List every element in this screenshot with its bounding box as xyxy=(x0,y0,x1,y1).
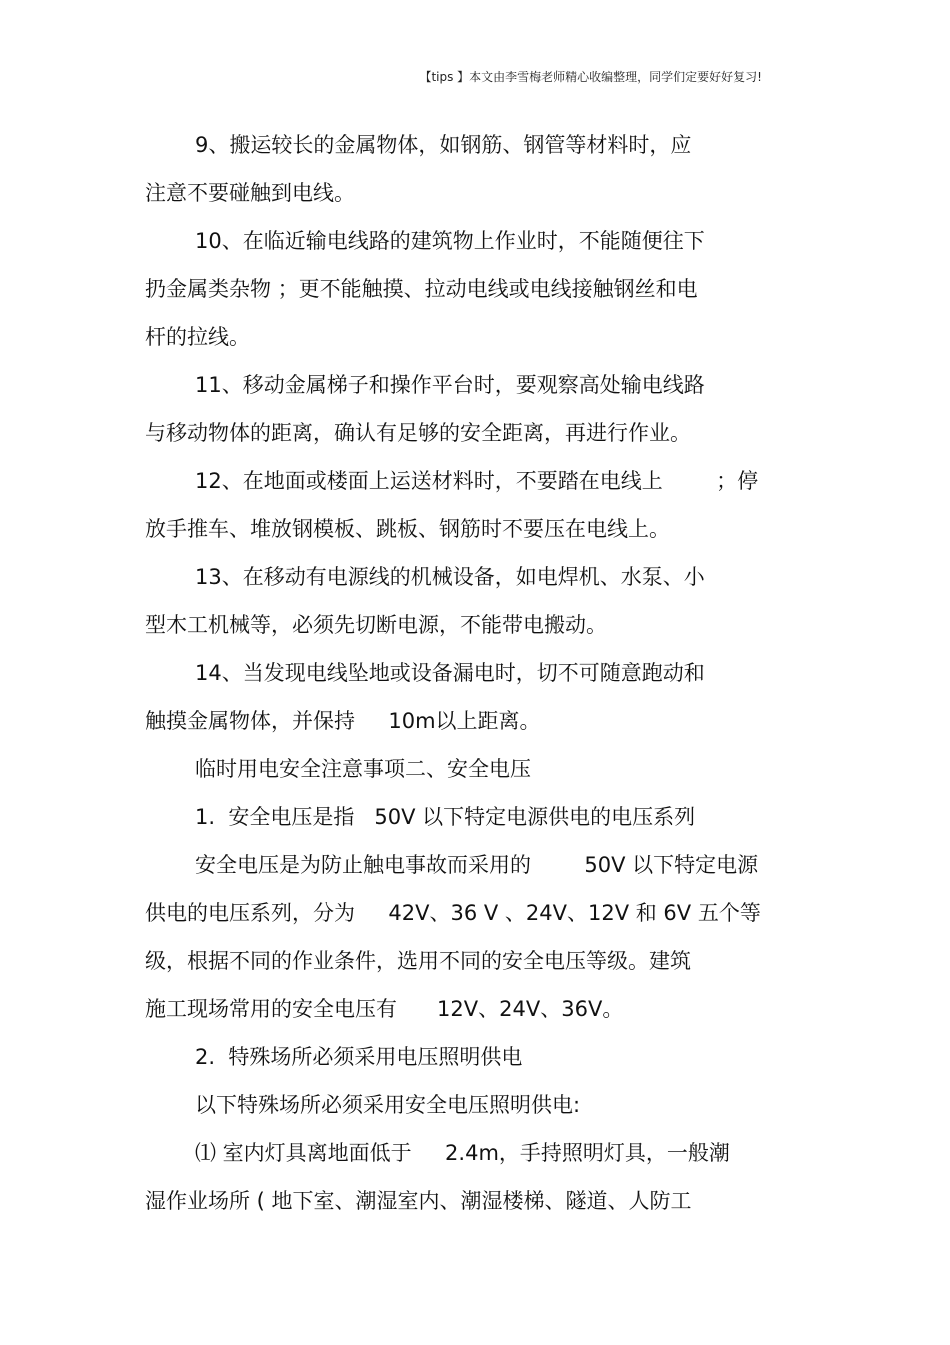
text-line: 安全电压是为防止触电事故而采用的 50V 以下特定电源 xyxy=(195,853,759,877)
text-line: 施工现场常用的安全电压有 12V、24V、36V。 xyxy=(145,997,624,1021)
text-line: 放手推车、堆放钢模板、跳板、钢筋时不要压在电线上。 xyxy=(145,517,670,541)
text-line: 2. 特殊场所必须采用电压照明供电 xyxy=(195,1045,523,1069)
text-line: 以下特殊场所必须采用安全电压照明供电: xyxy=(195,1093,581,1117)
text-line: 与移动物体的距离，确认有足够的安全距离，再进行作业。 xyxy=(145,421,691,445)
text-line: 扔金属类杂物 ；更不能触摸、拉动电线或电线接触钢丝和电 xyxy=(145,277,698,301)
text-line: 12、在地面或楼面上运送材料时，不要踏在电线上 ；停 xyxy=(195,469,759,493)
text-line: 1. 安全电压是指 50V 以下特定电源供电的电压系列 xyxy=(195,805,696,829)
section-heading: 临时用电安全注意事项二、安全电压 xyxy=(195,757,531,781)
tips-header: 【tips 】本文由李雪梅老师精心收编整理，同学们定要好好复习! xyxy=(419,70,762,84)
text-line: 供电的电压系列，分为 42V、36 V 、24V、12V 和 6V 五个等 xyxy=(145,901,761,925)
text-line: 型木工机械等，必须先切断电源，不能带电搬动。 xyxy=(145,613,607,637)
text-line: 触摸金属物体，并保持 10m以上距离。 xyxy=(145,709,541,733)
text-line: ⑴ 室内灯具离地面低于 2.4m，手持照明灯具，一般潮 xyxy=(195,1141,730,1165)
text-line: 注意不要碰触到电线。 xyxy=(145,181,355,205)
text-line: 级，根据不同的作业条件，选用不同的安全电压等级。建筑 xyxy=(145,949,691,973)
text-line: 13、在移动有电源线的机械设备，如电焊机、水泵、小 xyxy=(195,565,705,589)
text-line: 14、当发现电线坠地或设备漏电时，切不可随意跑动和 xyxy=(195,661,705,685)
text-line: 9、搬运较长的金属物体，如钢筋、钢管等材料时，应 xyxy=(195,133,692,157)
text-line: 11、移动金属梯子和操作平台时，要观察高处输电线路 xyxy=(195,373,705,397)
text-line: 10、在临近输电线路的建筑物上作业时，不能随便往下 xyxy=(195,229,705,253)
text-line: 杆的拉线。 xyxy=(145,325,250,349)
text-line: 湿作业场所 ( 地下室、潮湿室内、潮湿楼梯、隧道、人防工 xyxy=(145,1189,692,1213)
